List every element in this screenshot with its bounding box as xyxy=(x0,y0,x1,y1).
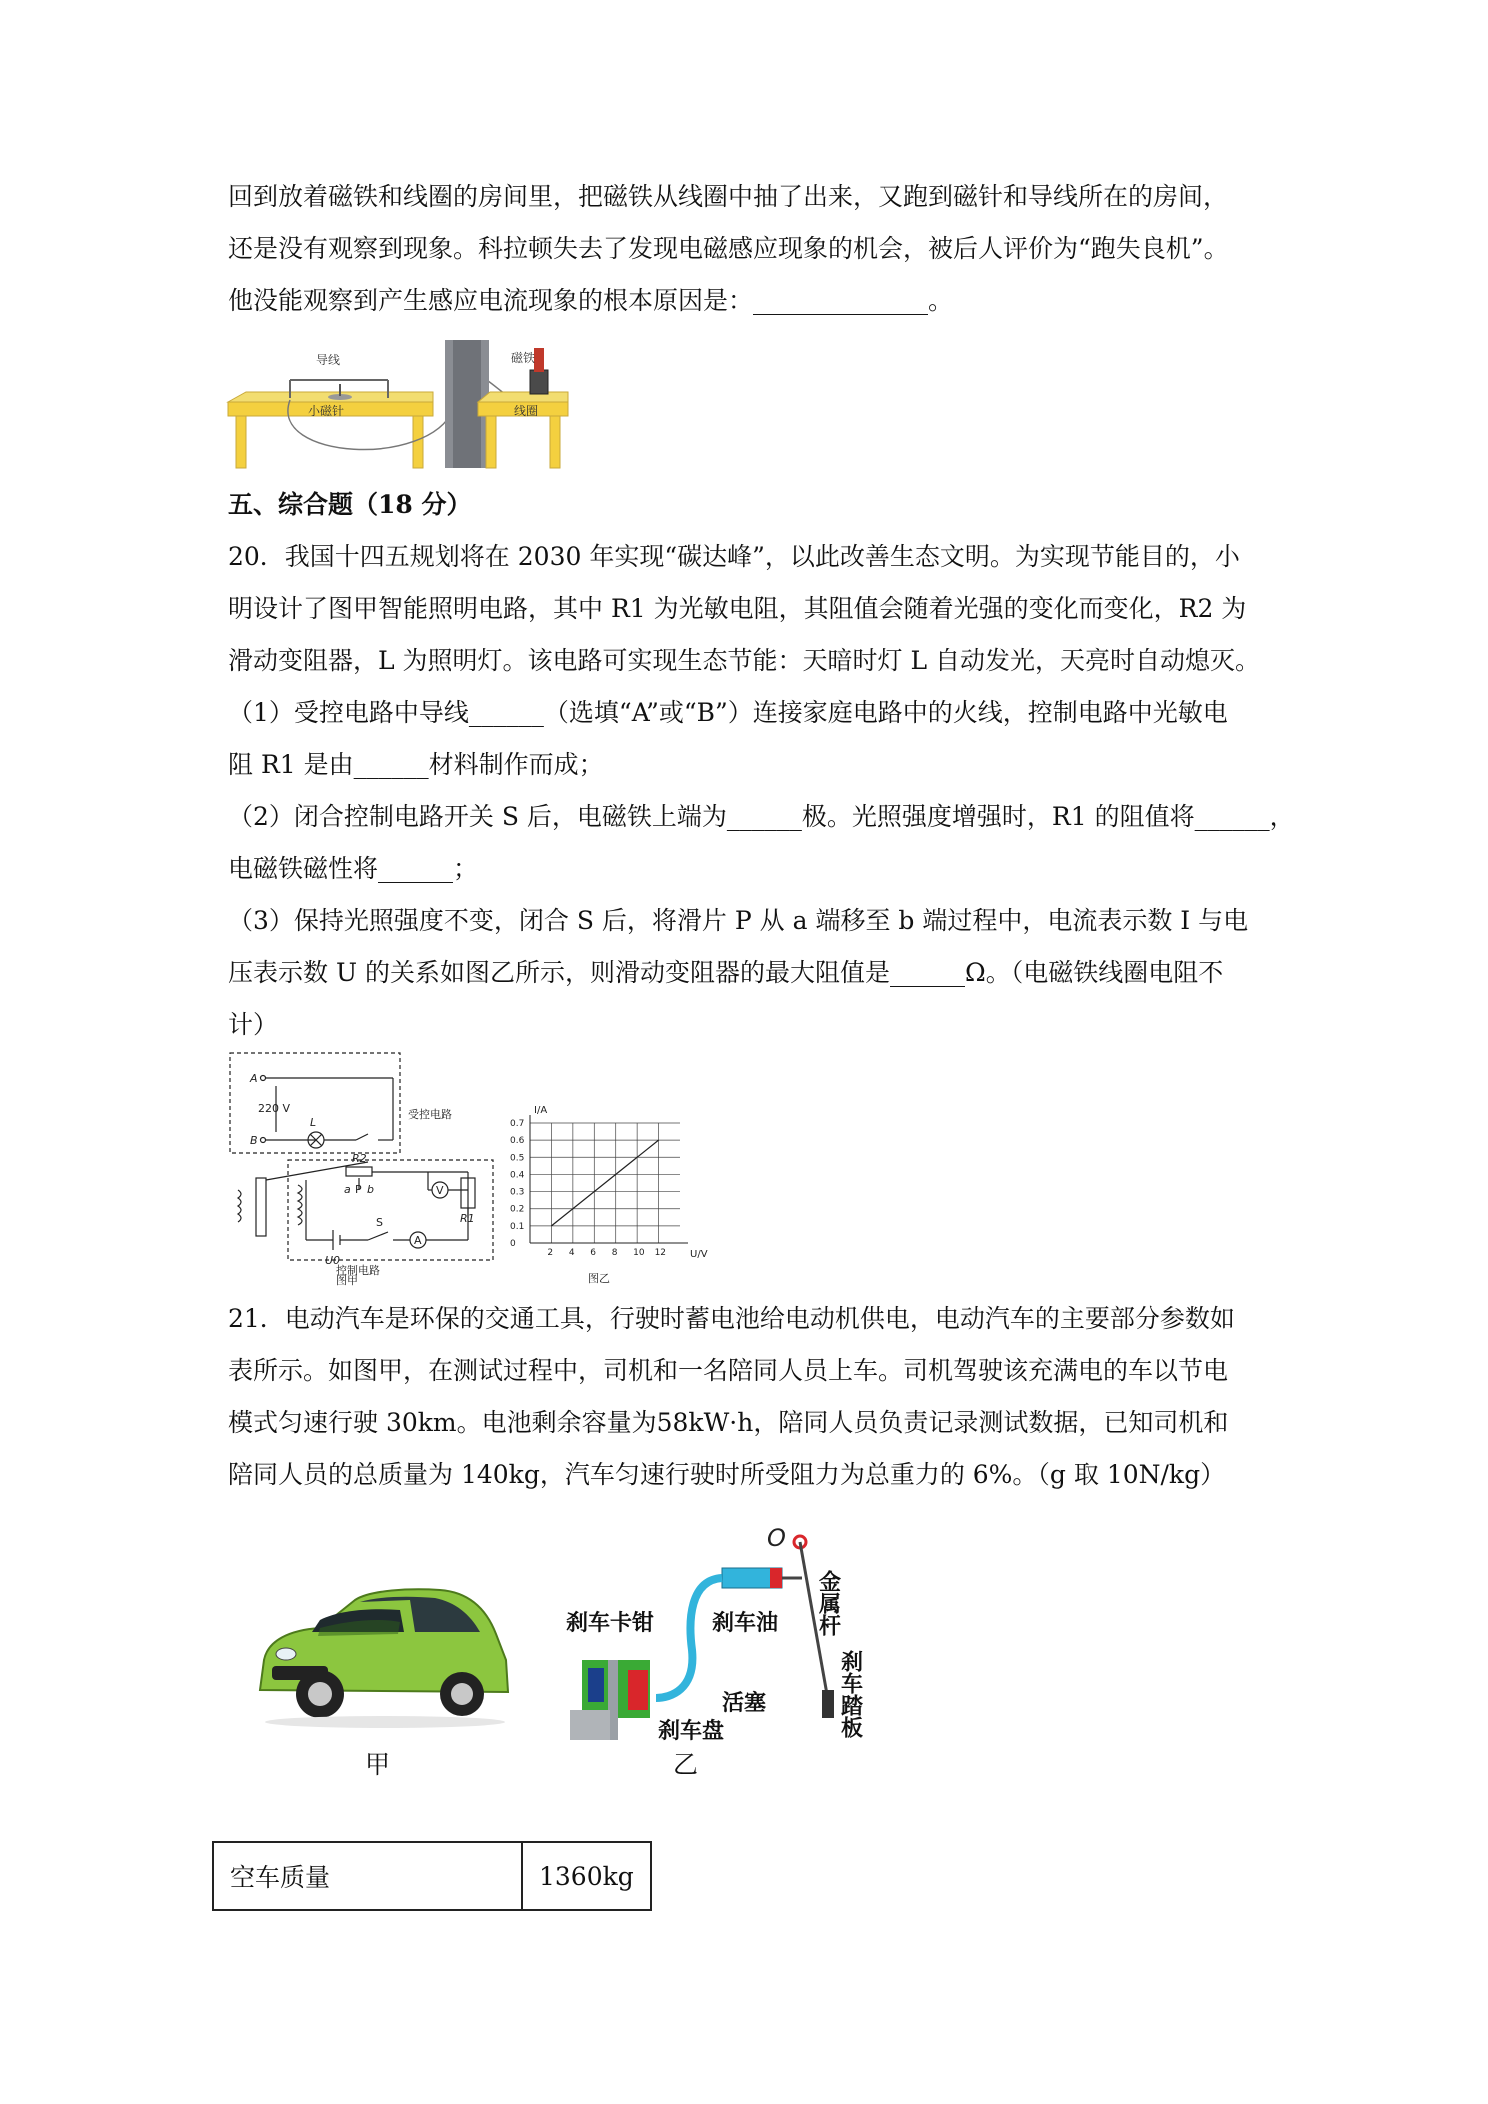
param-value: 1360kg xyxy=(522,1842,651,1910)
x-tick-label: 4 xyxy=(568,1248,575,1258)
figure-jia-car-label: 甲 xyxy=(365,1750,391,1779)
caliper-label: 刹车卡钳 xyxy=(566,1611,655,1636)
q20-line-1: 20．我国十四五规划将在 2030 年实现“碳达峰”，以此改善生态文明。为实现节能目的，小 xyxy=(228,542,1240,571)
y-tick-label: 0.5 xyxy=(510,1153,525,1164)
q19-line-3: 他没能观察到产生感应电流现象的根本原因是：______________。 xyxy=(228,286,954,315)
q20-line-9: 压表示数 U 的关系如图乙所示，则滑动变阻器的最大阻值是______Ω。（电磁铁线圈电阻不 xyxy=(228,958,1224,987)
terminal-a-label: A xyxy=(250,1072,258,1085)
q20-line-8: （3）保持光照强度不变，闭合 S 后，将滑片 P 从 a 端移至 b 端过程中，电流表示数 I 与电 xyxy=(228,906,1249,935)
q20-line-10: 计） xyxy=(228,1010,279,1039)
u0-label: U0 xyxy=(325,1254,341,1267)
figure-yi-brake-label: 乙 xyxy=(673,1750,699,1779)
y-tick-label: 0.1 xyxy=(510,1221,525,1232)
brake-system-figure xyxy=(560,1520,900,1744)
slider-b-label: b xyxy=(367,1183,374,1196)
car-parameter-table xyxy=(212,1841,652,1911)
wire-label: 导线 xyxy=(316,353,341,367)
voltmeter-label: V xyxy=(436,1184,444,1197)
controlled-circuit-label: 受控电路 xyxy=(408,1108,452,1121)
y-tick-label: 0.7 xyxy=(510,1119,525,1129)
magnet-coil-experiment-figure xyxy=(228,340,568,468)
x-tick-label: 6 xyxy=(590,1248,597,1258)
param-label: 空车质量 xyxy=(213,1842,522,1910)
x-tick-label: 10 xyxy=(633,1248,645,1258)
x-tick-label: 8 xyxy=(611,1248,618,1258)
ammeter-label: A xyxy=(414,1234,422,1247)
iu-graph xyxy=(505,1105,730,1285)
oil-label: 刹车油 xyxy=(712,1611,779,1636)
q21-line-3: 模式匀速行驶 30km。电池剩余容量为58kW·h，陪同人员负责记录测试数据，已知司机和 xyxy=(228,1408,1229,1437)
q19-line-2: 还是没有观察到现象。科拉顿失去了发现电磁感应现象的机会，被后人评价为“跑失良机”。 xyxy=(228,234,1229,263)
slider-p-label: P xyxy=(355,1183,362,1196)
iu-series-line xyxy=(551,1140,658,1226)
rod-label: 金属杆 xyxy=(815,1570,841,1636)
y-tick-label: 0.2 xyxy=(510,1204,525,1215)
q21-line-4: 陪同人员的总质量为 140kg，汽车匀速行驶时所受阻力为总重力的 6%。（g 取 10N/kg） xyxy=(228,1460,1226,1489)
pedal-label: 刹车踏板 xyxy=(837,1650,863,1738)
q21-line-2: 表所示。如图甲，在测试过程中，司机和一名陪同人员上车。司机驾驶该充满电的车以节电 xyxy=(228,1356,1229,1385)
q19-line-1: 回到放着磁铁和线圈的房间里，把磁铁从线圈中抽了出来，又跑到磁针和导线所在的房间， xyxy=(228,182,1229,211)
slider-a-label: a xyxy=(344,1183,351,1196)
voltage-label: 220 V xyxy=(258,1102,291,1115)
lamp-label: L xyxy=(310,1116,317,1129)
y-tick-label: 0.4 xyxy=(510,1170,525,1181)
figure-jia-label: 图甲 xyxy=(336,1274,358,1287)
terminal-b-label: B xyxy=(250,1134,258,1147)
q20-line-6: （2）闭合控制电路开关 S 后，电磁铁上端为______极。光照强度增强时，R1 的阻值将______， xyxy=(228,802,1295,831)
electric-car-figure xyxy=(250,1570,520,1745)
needle-label: 小磁针 xyxy=(308,404,345,418)
q20-line-7: 电磁铁磁性将______； xyxy=(228,854,479,883)
switch-label: S xyxy=(376,1216,383,1229)
section-heading: 五、综合题（18 分） xyxy=(228,490,472,519)
r1-label: R1 xyxy=(460,1212,475,1225)
r2-label: R2 xyxy=(352,1152,367,1165)
pivot-o-label: O xyxy=(767,1524,786,1552)
y-tick-label: 0.3 xyxy=(510,1187,525,1198)
control-circuit-label: 控制电路 xyxy=(336,1264,380,1277)
y-axis-label: I/A xyxy=(534,1105,548,1116)
y-tick-label: 0 xyxy=(510,1239,516,1249)
q21-line-1: 21．电动汽车是环保的交通工具，行驶时蓄电池给电动机供电，电动汽车的主要部分参数如 xyxy=(228,1304,1235,1333)
x-tick-label: 12 xyxy=(654,1248,667,1258)
disc-label: 刹车盘 xyxy=(658,1719,725,1744)
q20-line-4: （1）受控电路中导线______（选填“A”或“B”）连接家庭电路中的火线，控制电路中光敏电 xyxy=(228,698,1228,727)
y-tick-label: 0.6 xyxy=(510,1136,525,1147)
q20-line-2: 明设计了图甲智能照明电路，其中 R1 为光敏电阻，其阻值会随着光强的变化而变化，R2 为 xyxy=(228,594,1247,623)
figure-yi-graph-label: 图乙 xyxy=(588,1272,610,1285)
x-axis-label: U/V xyxy=(690,1249,708,1260)
q20-line-5: 阻 R1 是由______材料制作而成； xyxy=(228,750,604,779)
table-row xyxy=(213,1842,651,1910)
q20-line-3: 滑动变阻器，L 为照明灯。该电路可实现生态节能：天暗时灯 L 自动发光，天亮时自动熄灭。 xyxy=(228,646,1261,675)
x-tick-label: 2 xyxy=(547,1248,554,1258)
piston-label: 活塞 xyxy=(722,1691,767,1716)
circuit-diagram xyxy=(228,1050,498,1287)
coil-label: 线圈 xyxy=(514,404,539,418)
magnet-label: 磁铁 xyxy=(511,351,536,365)
